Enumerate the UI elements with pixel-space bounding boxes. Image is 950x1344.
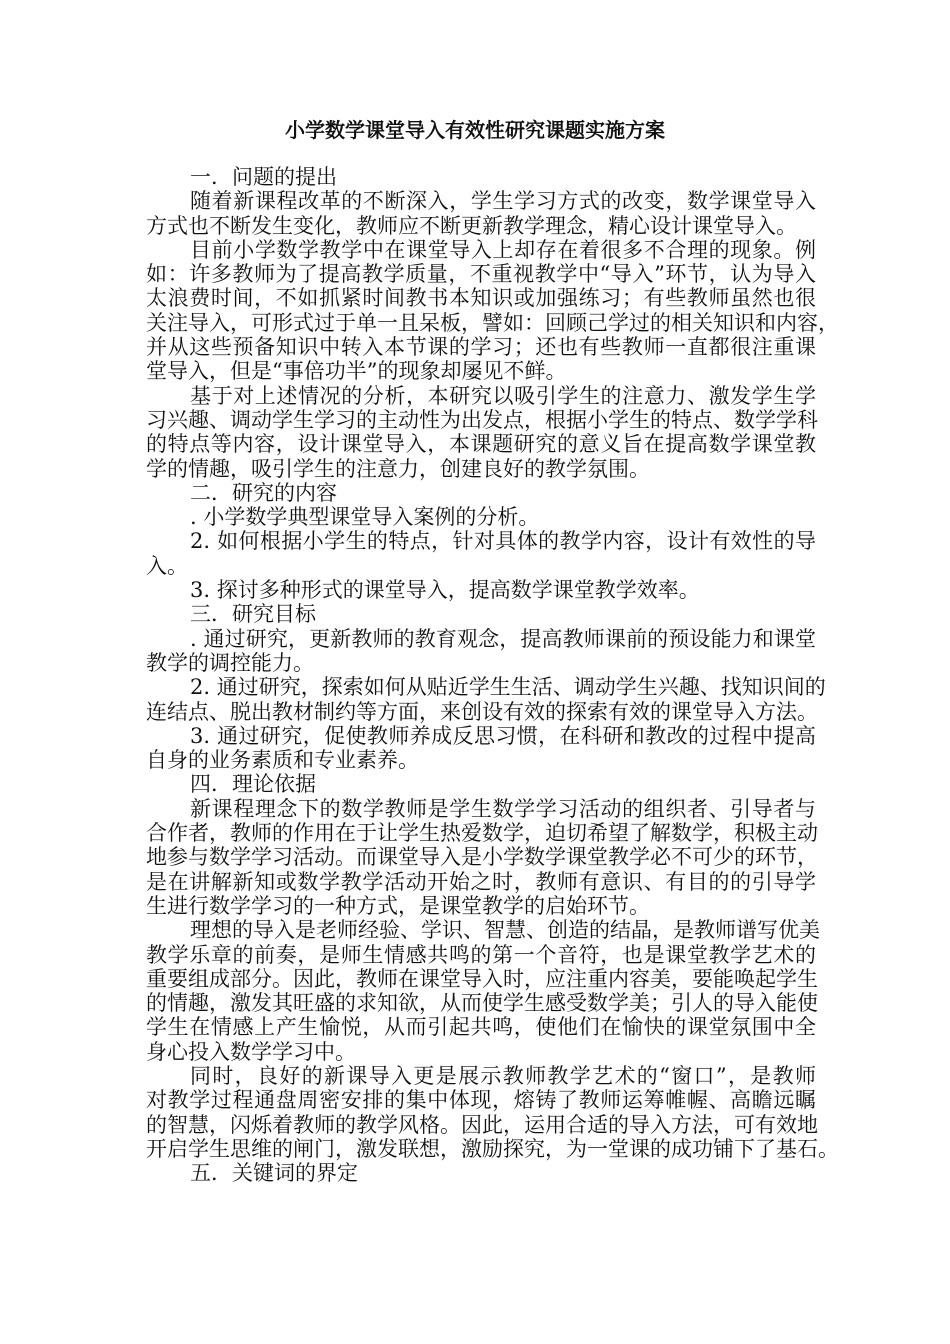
paragraph-line: 2. 通过研究，探索如何从贴近学生生活、调动学生兴趣、找知识间的: [190, 675, 826, 700]
paragraph-line: 3. 通过研究，促使教师养成反思习惯，在科研和教改的过程中提高: [190, 723, 816, 748]
paragraph-line: 目前小学数学教学中在课堂导入上却存在着很多不合理的现象。例: [190, 237, 816, 262]
heading-text: 五．关键词的界定: [190, 1161, 358, 1186]
paragraph-line: 的特点等内容，设计课堂导入，本课题研究的意义旨在提高数学课堂教: [146, 432, 816, 457]
paragraph: [146, 189, 816, 238]
paragraph: [146, 529, 816, 578]
paragraph-line: 方式也不断发生变化，教师应不断更新教学理念，精心设计课堂导入。: [146, 213, 797, 238]
paragraph-line: 开启学生思维的闸门，激发联想，激励探究，为一堂课的成功铺下了基石。: [146, 1136, 839, 1161]
paragraph-line: 入。: [146, 553, 188, 578]
paragraph: [146, 1063, 839, 1161]
paragraph-line: . 通过研究，更新教师的教育观念，提高教师课前的预设能力和课堂: [190, 626, 816, 651]
paragraph: [146, 724, 816, 773]
paragraph: [146, 675, 826, 724]
heading-text: 三．研究目标: [190, 602, 316, 627]
heading-text: 二．研究的内容: [190, 480, 337, 505]
paragraph-line: 3. 探讨多种形式的课堂导入，提高数学课堂教学效率。: [190, 578, 700, 603]
paragraph-line: 生进行数学学习的一种方式，是课堂教学的启始环节。: [146, 893, 650, 918]
paragraph-line: 随着新课程改革的不断深入，学生学习方式的改变，数学课堂导入: [190, 189, 816, 214]
paragraph-line: 学生在情感上产生愉悦，从而引起共鸣，使他们在愉快的课堂氛围中全: [146, 1015, 816, 1040]
paragraph: [146, 627, 816, 676]
paragraph: [146, 384, 816, 481]
paragraph-line: 连结点、脱出教材制约等方面，来创设有效的探索有效的课堂导入方法。: [146, 699, 818, 724]
paragraph-line: 新课程理念下的数学教师是学生数学学习活动的组织者、引导者与: [190, 796, 816, 821]
paragraph-line: 对教学过程通盘周密安排的集中体现，熔铸了教师运筹帷幄、高瞻远瞩: [146, 1088, 816, 1113]
section-heading: [146, 602, 816, 626]
paragraph-line: 基于对上述情况的分析，本研究以吸引学生的注意力、激发学生学: [190, 383, 816, 408]
paragraph-line: 关注导入，可形式过于单一且呆板，譬如：回顾己学过的相关知识和内容，: [146, 310, 839, 335]
paragraph-line: 身心投入数学学习中。: [146, 1039, 356, 1064]
paragraph-line: 合作者，教师的作用在于让学生热爱数学，迫切希望了解数学，积极主动: [146, 821, 818, 846]
paragraph: [146, 237, 839, 384]
paragraph-line: 重要组成部分。因此，教师在课堂导入时，应注重内容美，要能唤起学生: [146, 966, 818, 991]
paragraph-line: . 小学数学典型课堂导入案例的分析。: [190, 505, 540, 530]
paragraph: [146, 505, 816, 529]
paragraph-line: 同时，良好的新课导入更是展示教师教学艺术的“窗口”，是教师: [190, 1063, 816, 1088]
paragraph-line: 教学乐章的前奏，是师生情感共鸣的第一个音符，也是课堂教学艺术的: [146, 942, 816, 967]
section-heading: [146, 772, 816, 796]
paragraph-line: 的情趣，激发其旺盛的求知欲，从而使学生感受数学美；引人的导入能使: [146, 991, 818, 1016]
section-heading: [146, 481, 816, 505]
paragraph-line: 是在讲解新知或数学教学活动开始之时，教师有意识、有目的的引导学: [146, 869, 816, 894]
paragraph-line: 2. 如何根据小学生的特点，针对具体的教学内容，设计有效性的导: [190, 529, 816, 554]
paragraph-line: 学的情趣，吸引学生的注意力，创建良好的教学氛围。: [146, 456, 650, 481]
paragraph: [146, 578, 816, 602]
paragraph-line: 堂导入，但是“事倍功半”的现象却屡见不鲜。: [146, 359, 567, 384]
document-body: [146, 165, 839, 1186]
paragraph-line: 的智慧，闪烁着教师的教学风格。因此，运用合适的导入方法，可有效地: [146, 1112, 818, 1137]
paragraph-line: 并从这些预备知识中转入本节课的学习；还也有些教师一直都很注重课: [146, 335, 816, 360]
paragraph-line: 自身的业务素质和专业素养。: [146, 748, 419, 773]
section-heading: [146, 165, 816, 189]
heading-text: 四．理论依据: [190, 772, 316, 797]
paragraph-line: 如：许多教师为了提高教学质量，不重视教学中“导入”环节，认为导入: [146, 262, 816, 287]
paragraph: [146, 797, 816, 918]
paragraph-line: 太浪费时间，不如抓紧时间教书本知识或加强练习；有些教师虽然也很: [146, 286, 816, 311]
heading-text: 一．问题的提出: [190, 165, 337, 189]
document-title: 小学数学课堂导入有效性研究课题实施方案: [285, 118, 665, 142]
paragraph-line: 习兴趣、调动学生学习的主动性为出发点，根据小学生的特点、数学学科: [146, 407, 818, 432]
paragraph: [146, 918, 820, 1064]
paragraph-line: 理想的导入是老师经验、学识、智慧、创造的结晶，是教师谱写优美: [190, 918, 820, 943]
paragraph-line: 教学的调控能力。: [146, 650, 314, 675]
paragraph-line: 地参与数学学习活动。而课堂导入是小学数学课堂教学必不可少的环节，: [146, 845, 818, 870]
section-heading: [146, 1161, 816, 1185]
